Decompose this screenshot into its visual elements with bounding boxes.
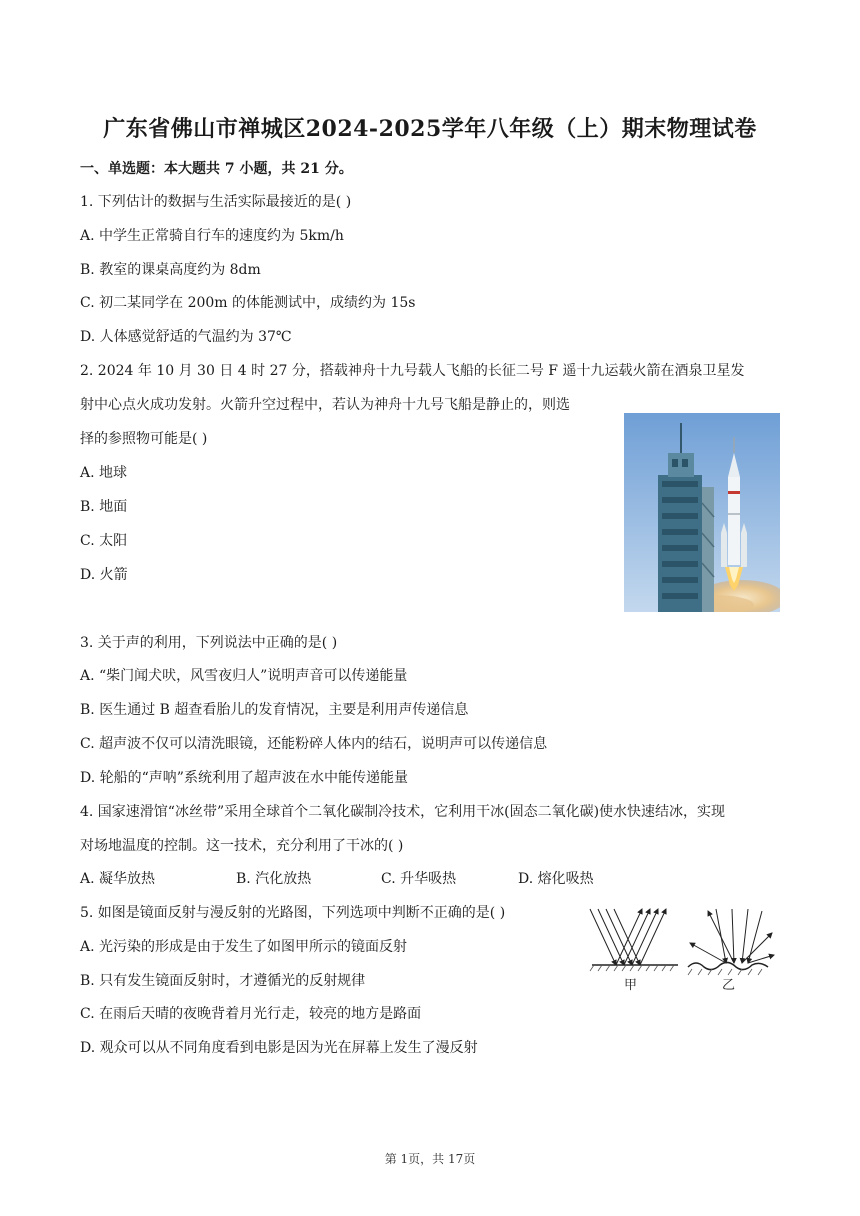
q4-option-d: D. 熔化吸热 <box>518 871 594 887</box>
q1-option-d: D. 人体感觉舒适的气温约为 37℃ <box>80 329 292 345</box>
q3-option-d: D. 轮船的“声呐”系统利用了超声波在水中能传递能量 <box>80 770 408 786</box>
q4-option-a: A. 凝华放热 <box>80 871 156 887</box>
rocket-launch-photo <box>624 413 780 612</box>
figure-label-yi: 乙 <box>722 978 736 993</box>
reflection-diagram <box>586 903 782 995</box>
q2-stem-line3: 择的参照物可能是( ) <box>80 431 208 447</box>
q5-stem: 5. 如图是镜面反射与漫反射的光路图，下列选项中判断不正确的是( ) <box>80 905 506 921</box>
q4-stem-line2: 对场地温度的控制。这一技术，充分利用了干冰的( ) <box>80 838 404 854</box>
q5-option-b: B. 只有发生镜面反射时，才遵循光的反射规律 <box>80 973 366 989</box>
q5-option-c: C. 在雨后天晴的夜晚背着月光行走，较亮的地方是路面 <box>80 1006 422 1022</box>
q3-option-c: C. 超声波不仅可以清洗眼镜，还能粉碎人体内的结石，说明声可以传递信息 <box>80 736 548 752</box>
q3-stem: 3. 关于声的利用，下列说法中正确的是( ) <box>80 635 338 651</box>
q2-stem-line2: 射中心点火成功发射。火箭升空过程中，若认为神舟十九号飞船是静止的，则选 <box>80 397 570 413</box>
q2-option-d: D. 火箭 <box>80 567 128 583</box>
figure-label-jia: 甲 <box>624 978 638 993</box>
q1-option-b: B. 教室的课桌高度约为 8dm <box>80 262 261 278</box>
q2-stem-line1: 2. 2024 年 10 月 30 日 4 时 27 分，搭载神舟十九号载人飞船的长征二号 F 遥十九运载火箭在酒泉卫星发 <box>80 363 745 379</box>
q2-option-b: B. 地面 <box>80 499 128 515</box>
q5-option-a: A. 光污染的形成是由于发生了如图甲所示的镜面反射 <box>80 939 408 955</box>
q3-option-a: A. “柴门闻犬吠，风雪夜归人”说明声音可以传递能量 <box>80 668 408 684</box>
q2-option-c: C. 太阳 <box>80 533 128 549</box>
q5-option-d: D. 观众可以从不同角度看到电影是因为光在屏幕上发生了漫反射 <box>80 1040 478 1056</box>
page-title: 广东省佛山市禅城区2024-2025学年八年级（上）期末物理试卷 <box>103 116 757 142</box>
q4-option-b: B. 汽化放热 <box>236 871 312 887</box>
page-footer: 第 1页，共 17页 <box>384 1152 476 1166</box>
diffuse-reflection-figure <box>688 909 774 993</box>
q4-option-c: C. 升华吸热 <box>381 871 457 887</box>
q2-option-a: A. 地球 <box>80 465 128 481</box>
q1-option-c: C. 初二某同学在 200m 的体能测试中，成绩约为 15s <box>80 295 416 311</box>
q3-option-b: B. 医生通过 B 超查看胎儿的发育情况，主要是利用声传递信息 <box>80 702 469 718</box>
q1-option-a: A. 中学生正常骑自行车的速度约为 5km/h <box>80 228 344 244</box>
q1-stem: 1. 下列估计的数据与生活实际最接近的是( ) <box>80 194 352 210</box>
section-header: 一、单选题：本大题共 7 小题，共 21 分。 <box>80 161 353 177</box>
specular-reflection-figure <box>590 909 678 993</box>
q4-stem-line1: 4. 国家速滑馆“冰丝带”采用全球首个二氧化碳制冷技术，它利用干冰(固态二氧化碳)使水快速结冰，实现 <box>80 804 726 820</box>
